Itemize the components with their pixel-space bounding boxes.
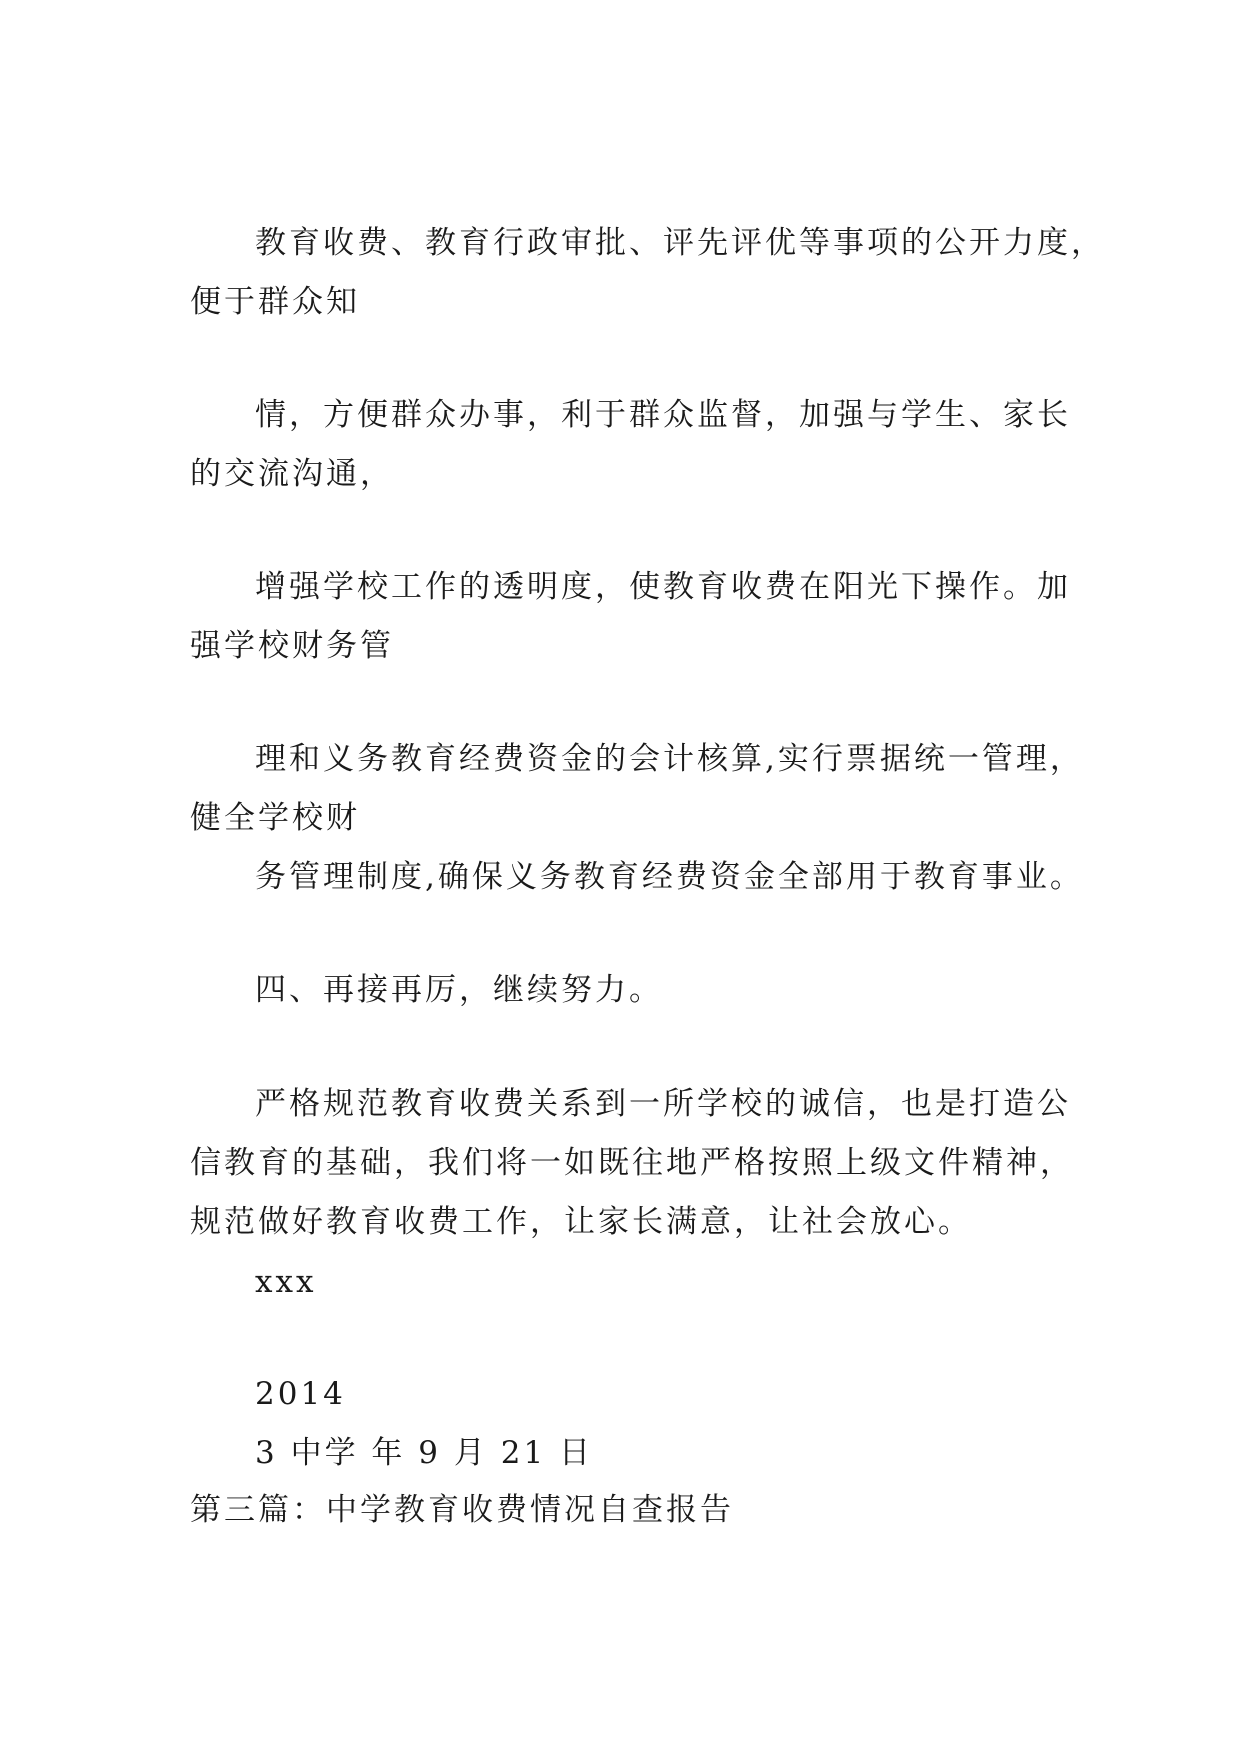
paragraph-line: 信教育的基础，我们将一如既往地严格按照上级文件精神， [190, 1145, 1074, 1181]
signature-name: xxx [255, 1264, 317, 1300]
paragraph-line: 情，方便群众办事，利于群众监督，加强与学生、家长 [255, 397, 1071, 433]
signature-year: 2014 [255, 1376, 346, 1412]
next-section-title: 第三篇：中学教育收费情况自查报告 [190, 1492, 734, 1528]
paragraph-line: 规范做好教育收费工作，让家长满意，让社会放心。 [190, 1204, 972, 1240]
paragraph-line: 教育收费、教育行政审批、评先评优等事项的公开力度， [255, 225, 1105, 261]
section-heading: 四、再接再厉，继续努力。 [255, 972, 663, 1008]
paragraph-line: 务管理制度,确保义务教育经费资金全部用于教育事业。 [255, 859, 1084, 895]
paragraph-line: 便于群众知 [190, 284, 360, 320]
paragraph-line: 健全学校财 [190, 800, 360, 836]
signature-date: 3 中学 年 9 月 21 日 [255, 1435, 594, 1471]
paragraph-line: 增强学校工作的透明度，使教育收费在阳光下操作。加 [255, 569, 1071, 605]
paragraph-line: 强学校财务管 [190, 628, 394, 664]
paragraph-line: 理和义务教育经费资金的会计核算,实行票据统一管理， [255, 741, 1084, 777]
paragraph-line: 严格规范教育收费关系到一所学校的诚信，也是打造公 [255, 1086, 1071, 1122]
paragraph-line: 的交流沟通， [190, 456, 394, 492]
